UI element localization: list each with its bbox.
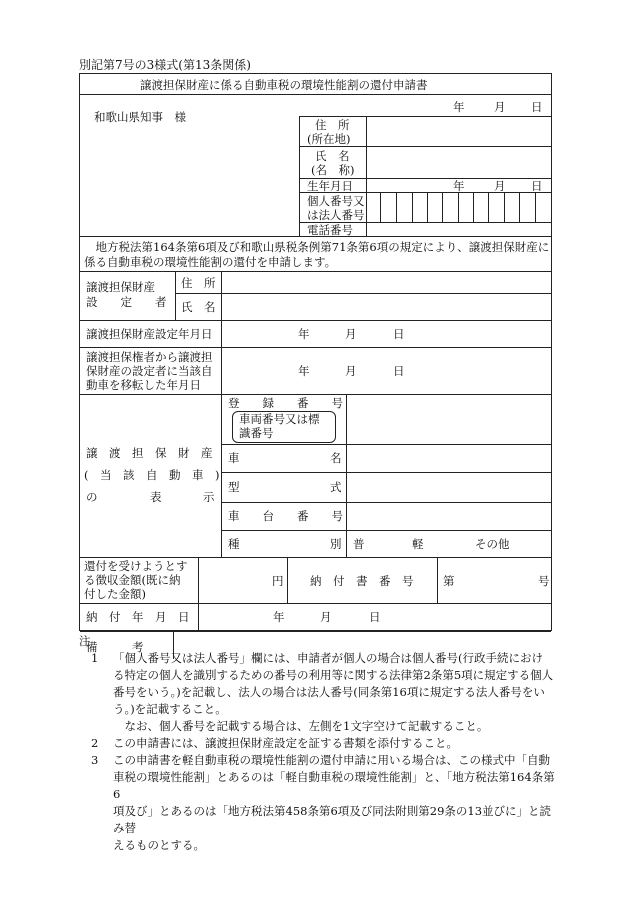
pay-date-label: 納 付 年 月 日 xyxy=(86,610,190,624)
setting-date-label: 譲渡担保財産設定年月日 xyxy=(86,327,213,341)
vehicle-label-3a: の xyxy=(86,490,98,504)
note-1-line-3: 番号をいう。)を記載し、法人の場合は法人番号(同条第16項に規定する法人番号をい xyxy=(113,685,545,699)
transfer-label-2: 保財産の設定者に当該自 xyxy=(86,364,213,378)
note-2-line-1: この申請書には、譲渡担保財産設定を証する書類を添付すること。 xyxy=(113,736,458,750)
model-label-b: 式 xyxy=(330,480,342,494)
grantor-name-label: 氏 名 xyxy=(181,300,216,314)
pay-day: 日 xyxy=(369,610,381,624)
note-1-line-2: る特定の個人を識別するための番号の利用等に関する法律第2条第5項に規定する個人 xyxy=(113,668,554,682)
doc-go: 号 xyxy=(538,574,550,588)
type-label-b: 別 xyxy=(330,537,342,551)
grantor-address-label: 住 所 xyxy=(181,276,216,290)
remarks-label: 備 考 xyxy=(86,640,144,654)
transfer-day: 日 xyxy=(393,364,405,378)
chassis-label: 車 台 番 号 xyxy=(228,509,343,523)
payment-doc-label: 納 付 書 番 号 xyxy=(310,574,414,588)
applicant-id-sublabel: は法人番号 xyxy=(307,208,365,222)
note-2-number: 2 xyxy=(91,736,99,750)
type-option-other: その他 xyxy=(475,537,510,551)
transfer-year: 年 xyxy=(298,364,310,378)
reg-sub-1: 車両番号又は標 xyxy=(239,412,320,426)
applicant-birth-label: 生年月日 xyxy=(307,179,353,193)
note-3 xyxy=(79,752,559,854)
refund-application-form xyxy=(79,73,552,654)
reg-number-label: 登 録 番 号 xyxy=(228,396,343,410)
pay-month: 月 xyxy=(320,610,332,624)
note-1-line-4: う。)を記載すること。 xyxy=(113,702,227,716)
birth-day: 日 xyxy=(531,179,543,193)
setting-day: 日 xyxy=(393,327,405,341)
grantor-label: 譲渡担保財産 xyxy=(86,280,155,294)
refund-label-1: 還付を受けようとす xyxy=(84,559,188,573)
date-month: 月 xyxy=(494,100,506,114)
pay-year: 年 xyxy=(273,610,285,624)
note-1-line-5: なお、個人番号を記載する場合は、左側を1文字空けて記載すること。 xyxy=(113,719,489,733)
note-3-line-2: 車税の環境性能割」とあるのは「軽自動車税の環境性能割」と、「地方税法第164条第6 xyxy=(113,770,555,801)
doc-dai: 第 xyxy=(443,574,455,588)
date-year: 年 xyxy=(453,100,465,114)
transfer-label-1: 譲渡担保権者から譲渡担 xyxy=(86,350,213,364)
note-3-number: 3 xyxy=(91,753,99,767)
type-label-a: 種 xyxy=(228,537,240,551)
statement-line-2: 係る自動車税の環境性能割の還付を申請します。 xyxy=(84,255,337,269)
setting-year: 年 xyxy=(298,327,310,341)
vehicle-label-3c: 示 xyxy=(203,490,215,504)
vehicle-label-1: 譲 渡 担 保 財 産 xyxy=(86,446,213,460)
grantor-label-2: 設 定 者 xyxy=(86,295,167,309)
transfer-label-3: 動車を移転した年月日 xyxy=(86,378,201,392)
form-number-label: 別記第7号の3様式(第13条関係) xyxy=(79,58,251,72)
applicant-name-label: 氏 名 xyxy=(315,149,350,163)
type-option-regular: 普 xyxy=(353,537,365,551)
model-label-a: 型 xyxy=(228,480,240,494)
applicant-id-label: 個人番号又 xyxy=(307,194,365,208)
setting-month: 月 xyxy=(345,327,357,341)
applicant-phone-label: 電話番号 xyxy=(307,223,353,237)
form-title: 譲渡担保財産に係る自動車税の環境性能割の還付申請書 xyxy=(140,78,428,92)
refund-label-2: る徴収金額(既に納 xyxy=(84,573,181,587)
note-3-line-1: この申請書を軽自動車税の環境性能割の還付申請に用いる場合は、この様式中「自動 xyxy=(113,753,550,767)
vehicle-label-3b: 表 xyxy=(150,490,162,504)
statement-line-1: 地方税法第164条第6項及び和歌山県税条例第71条第6項の規定により、譲渡担保財産に xyxy=(84,240,550,254)
birth-year: 年 xyxy=(453,179,465,193)
car-name-label-b: 名 xyxy=(330,451,342,465)
transfer-month: 月 xyxy=(345,364,357,378)
applicant-address-label: 住 所 xyxy=(315,118,350,132)
note-1-line-1: 「個人番号又は法人番号」欄には、申請者が個人の場合は個人番号(行政手続におけ xyxy=(113,651,543,665)
applicant-name-sublabel: (名 称) xyxy=(311,163,355,177)
car-name-label-a: 車 xyxy=(228,451,240,465)
notes-heading: 注 xyxy=(79,634,91,648)
yen-unit: 円 xyxy=(272,574,284,588)
birth-month: 月 xyxy=(494,179,506,193)
reg-sub-2: 識番号 xyxy=(239,426,274,440)
note-1-number: 1 xyxy=(91,651,99,665)
addressee: 和歌山県知事 様 xyxy=(94,110,186,124)
type-option-light: 軽 xyxy=(412,537,424,551)
note-1 xyxy=(79,650,559,735)
applicant-address-sublabel: (所在地) xyxy=(307,132,351,146)
note-3-line-3: 項及び」とあるのは「地方税法第458条第6項及び同法附則第29条の13並びに」と読み替 xyxy=(113,804,552,835)
notes-section xyxy=(79,633,559,854)
refund-label-3: 付した金額) xyxy=(84,587,146,601)
date-day: 日 xyxy=(531,100,543,114)
vehicle-label-2: ( 当 該 自 動 車 ) xyxy=(84,468,220,482)
note-3-line-4: えるものとする。 xyxy=(113,838,205,852)
note-2 xyxy=(79,735,559,752)
